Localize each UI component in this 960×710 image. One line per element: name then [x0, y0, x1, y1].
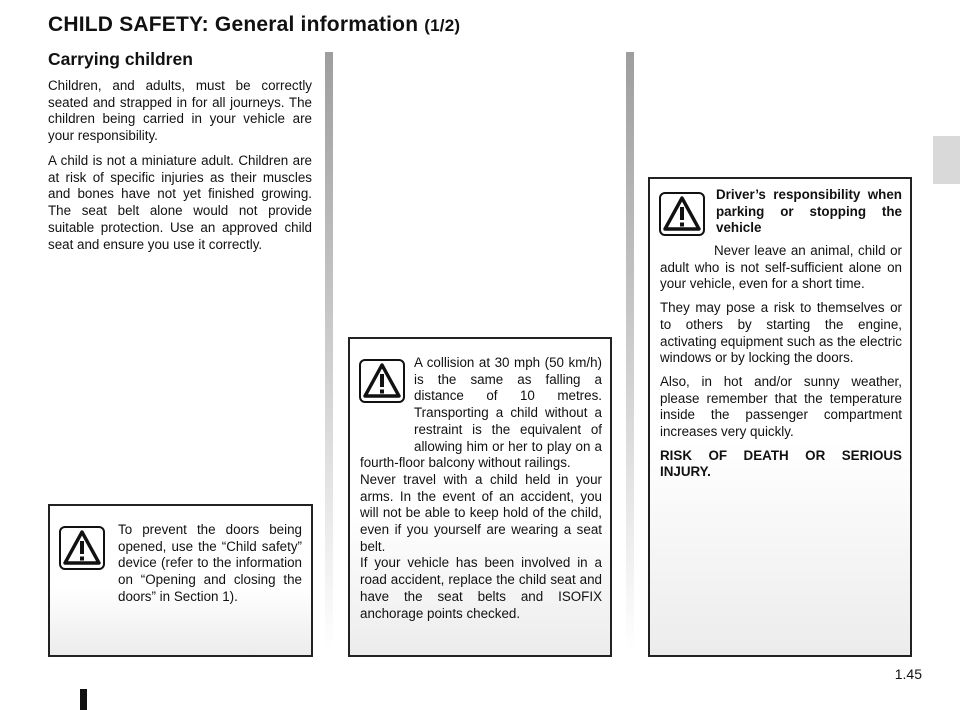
risk-to-others-paragraph: They may pose a risk to themselves or to others by starting the engine, activating equipment such as the electric windows or by locking the doors. [660, 300, 902, 366]
driver-warning-heading: Driver’s responsibility when parking or stopping the vehicle [716, 187, 902, 236]
paragraph-children-strapped: Children, and adults, must be correctly seated and strapped in for all journeys. The children being carried in your vehicle are your responsibility. [48, 78, 312, 144]
warning-triangle-icon [659, 192, 705, 236]
warning-text-driver [660, 243, 902, 481]
column-divider [626, 52, 634, 650]
collision-paragraph: A collision at 30 mph (50 km/h) is the same as falling a distance of 10 metres. Transporting a child without a restraint is the equivalent of allowing him or her to play on a fourth-floor balcony without railings. [360, 355, 602, 471]
warning-text-doors: To prevent the doors being opened, use the “Child safety” device (refer to the information on “Opening and closing the doors” in Section 1). [118, 522, 302, 604]
risk-of-death-paragraph: RISK OF DEATH OR SERIOUS INJURY. [660, 447, 902, 480]
page-title [48, 13, 460, 37]
page-number: 1.45 [894, 666, 922, 682]
hot-weather-paragraph: Also, in hot and/or sunny weather, please remember that the temperature inside the passenger compartment increases very quickly. [660, 373, 902, 440]
warning-text-collision [360, 355, 602, 622]
corner-mark [80, 689, 87, 710]
page-title-text: CHILD SAFETY: General information [48, 13, 425, 36]
warning-box-driver [648, 177, 912, 657]
replace-seat-paragraph: If your vehicle has been involved in a road accident, replace the child seat and have the seat belts and ISOFIX anchorage points checked. [360, 555, 602, 621]
warning-box-collision [348, 337, 612, 657]
paragraph-child-not-adult: A child is not a miniature adult. Children are at risk of specific injuries as their muscles and bones have not yet finished growing. The seat belt alone would not provide suitable protection. Use an approved child seat and ensure you use it correctly. [48, 153, 312, 252]
no-child-in-arms-paragraph: Never travel with a child held in your arms. In the event of an accident, you will not be able to keep hold of the child, even if you yourself are wearing a seat belt. [360, 471, 602, 554]
section-heading: Carrying children [48, 49, 193, 69]
section-tab [933, 136, 960, 184]
never-leave-paragraph: Never leave an animal, child or adult who is not self-sufficient alone on your vehicle, even for a short time. [660, 243, 902, 292]
page-title-part: (1/2) [424, 16, 461, 35]
column-divider [325, 52, 333, 650]
warning-box-doors [48, 504, 313, 657]
